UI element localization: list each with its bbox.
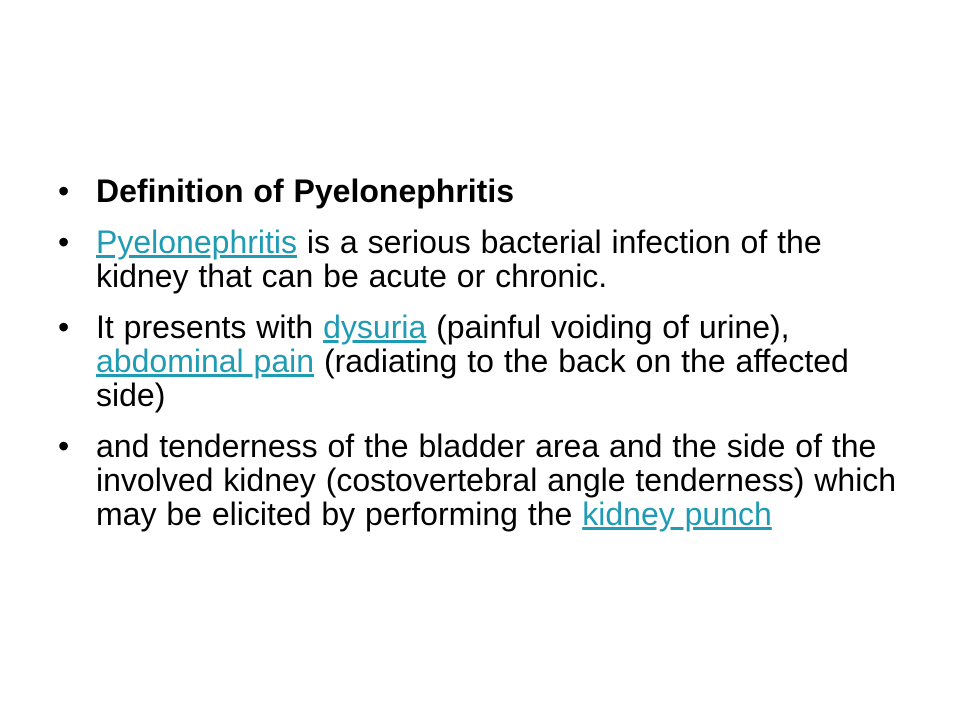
tenderness-text: and tenderness of the bladder area and the side of the involved kidney (costovertebral angle tenderness) which may be elicited by performing the <box>96 428 897 532</box>
bullet-definition <box>58 225 918 293</box>
bullet-heading <box>58 174 918 208</box>
bullet-list <box>58 174 918 548</box>
symptoms-intro-text: It presents with <box>96 309 324 345</box>
abdominal-pain-link[interactable]: abdominal pain <box>96 343 315 379</box>
dysuria-link[interactable]: dysuria <box>323 309 427 345</box>
bullet-icon: • <box>58 309 70 345</box>
definition-text: is a serious bacterial infection of the kidney that can be acute or chronic. <box>96 224 822 294</box>
bullet-tenderness <box>58 429 918 531</box>
bullet-icon: • <box>58 428 70 464</box>
pyelonephritis-link[interactable]: Pyelonephritis <box>96 224 297 260</box>
slide-heading: Definition of Pyelonephritis <box>96 173 515 209</box>
bullet-icon: • <box>58 224 70 260</box>
abdominal-pain-description: (radiating to the back on the affected side) <box>96 343 849 413</box>
dysuria-description: (painful voiding of urine), <box>426 309 790 345</box>
bullet-icon: • <box>58 173 70 209</box>
kidney-punch-link[interactable]: kidney punch <box>582 496 772 532</box>
bullet-symptoms <box>58 310 918 412</box>
